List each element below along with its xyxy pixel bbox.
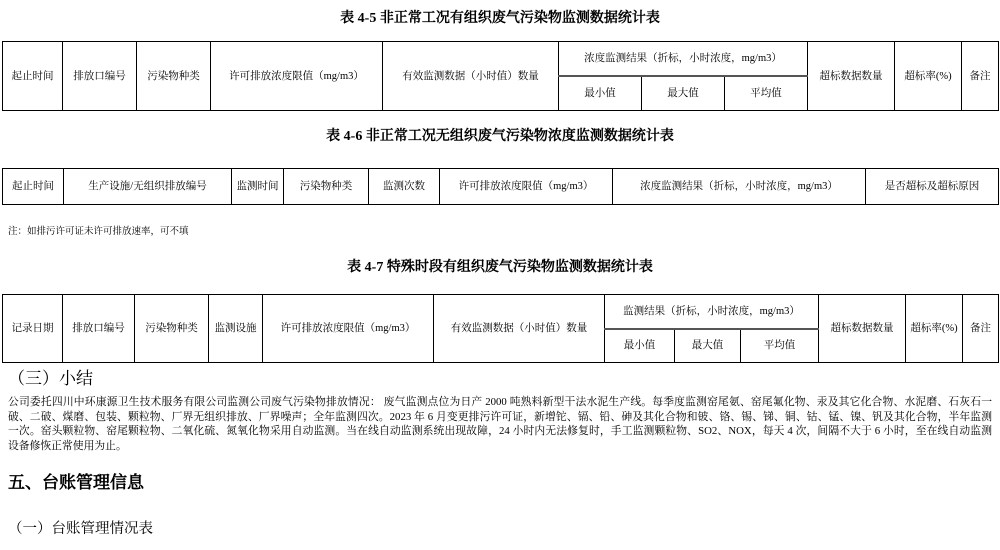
col-header-exceed-rate: 超标率(%) <box>895 42 962 111</box>
summary-section-heading: （三）小结 <box>8 369 93 388</box>
col-header-pollutant-type: 污染物种类 <box>135 295 209 363</box>
col-header-pollutant-type: 污染物种类 <box>137 42 211 111</box>
col-header-valid-data-count: 有效监测数据（小时值）数量 <box>434 295 605 363</box>
col-header-permitted-limit: 许可排放浓度限值（mg/m3） <box>263 295 434 363</box>
col-header-exceed-rate: 超标率(%) <box>906 295 963 363</box>
summary-paragraph: 公司委托四川中环康源卫生技术服务有限公司监测公司废气污染物排放情况： 废气监测点位为日产 2000 吨熟料新型干法水泥生产线。每季度监测窑尾氨、窑尾氟化物、汞及其它化合物、水泥磨、石灰石一破、二破、煤磨、包装、颗粒物、厂界无组织排放、厂界噪声；全年监测四次。2023 年 6 月变更排污许可证，新增铊、镉、铅、砷及其化合物和铍、铬、锡、锑、铜、钴、锰、镍、钒及其化合物，半年监测一次。窑头颗粒物、窑尾颗粒物、二氧化硫、氮氧化物采用自动监测。当在线自动监测系统出现故障，24 小时内无法修复时，手工监测颗粒物、SO2、NOX，每天 4 次，间隔不大于 6 小时，至在线自动监测设备修恢正常使用为止。 <box>8 396 992 452</box>
table-4-6-footnote: 注：如排污许可证未许可排放速率，可不填 <box>8 227 189 237</box>
table-4-6 <box>2 168 999 205</box>
col-header-monitor-facility: 监测设施 <box>209 295 263 363</box>
col-header-start-end-time: 起止时间 <box>3 169 64 205</box>
col-header-exceed-count: 超标数据数量 <box>808 42 895 111</box>
col-header-permitted-limit: 许可排放浓度限值（mg/m3） <box>211 42 383 111</box>
col-header-pollutant-type: 污染物种类 <box>284 169 369 205</box>
col-header-outlet-id: 排放口编号 <box>63 295 135 363</box>
sub-header-avg: 平均值 <box>725 76 808 111</box>
sub-header-max: 最大值 <box>642 76 725 111</box>
col-header-remarks: 备注 <box>963 295 999 363</box>
table-4-7 <box>2 294 999 363</box>
sub-header-min: 最小值 <box>605 329 675 363</box>
col-header-start-end-time: 起止时间 <box>3 42 63 111</box>
col-header-permitted-limit: 许可排放浓度限值（mg/m3） <box>440 169 613 205</box>
group-header-concentration-results: 浓度监测结果（折标，小时浓度，mg/m3） <box>559 42 808 76</box>
sub-header-max: 最大值 <box>675 329 741 363</box>
col-header-outlet-id: 排放口编号 <box>63 42 137 111</box>
col-header-record-date: 记录日期 <box>3 295 63 363</box>
group-header-monitor-results: 监测结果（折标，小时浓度，mg/m3） <box>605 295 819 329</box>
table-4-6-title: 表 4-6 非正常工况无组织废气污染物浓度监测数据统计表 <box>326 129 674 144</box>
col-header-exceed-count: 超标数据数量 <box>819 295 906 363</box>
col-header-remarks: 备注 <box>962 42 999 111</box>
col-header-concentration-results: 浓度监测结果（折标，小时浓度，mg/m3） <box>613 169 866 205</box>
table-4-5-title: 表 4-5 非正常工况有组织废气污染物监测数据统计表 <box>340 11 660 26</box>
table-4-5 <box>2 41 999 111</box>
col-header-exceed-reason: 是否超标及超标原因 <box>866 169 999 205</box>
col-header-monitor-time: 监测时间 <box>232 169 284 205</box>
ledger-subsection-heading: （一）台账管理情况表 <box>8 521 153 538</box>
col-header-facility-fugitive-id: 生产设施/无组织排放编号 <box>64 169 232 205</box>
col-header-monitor-count: 监测次数 <box>369 169 440 205</box>
table-4-7-title: 表 4-7 特殊时段有组织废气污染物监测数据统计表 <box>347 260 653 275</box>
ledger-section-heading: 五、台账管理信息 <box>8 473 144 493</box>
sub-header-min: 最小值 <box>559 76 642 111</box>
col-header-valid-data-count: 有效监测数据（小时值）数量 <box>383 42 559 111</box>
sub-header-avg: 平均值 <box>741 329 819 363</box>
